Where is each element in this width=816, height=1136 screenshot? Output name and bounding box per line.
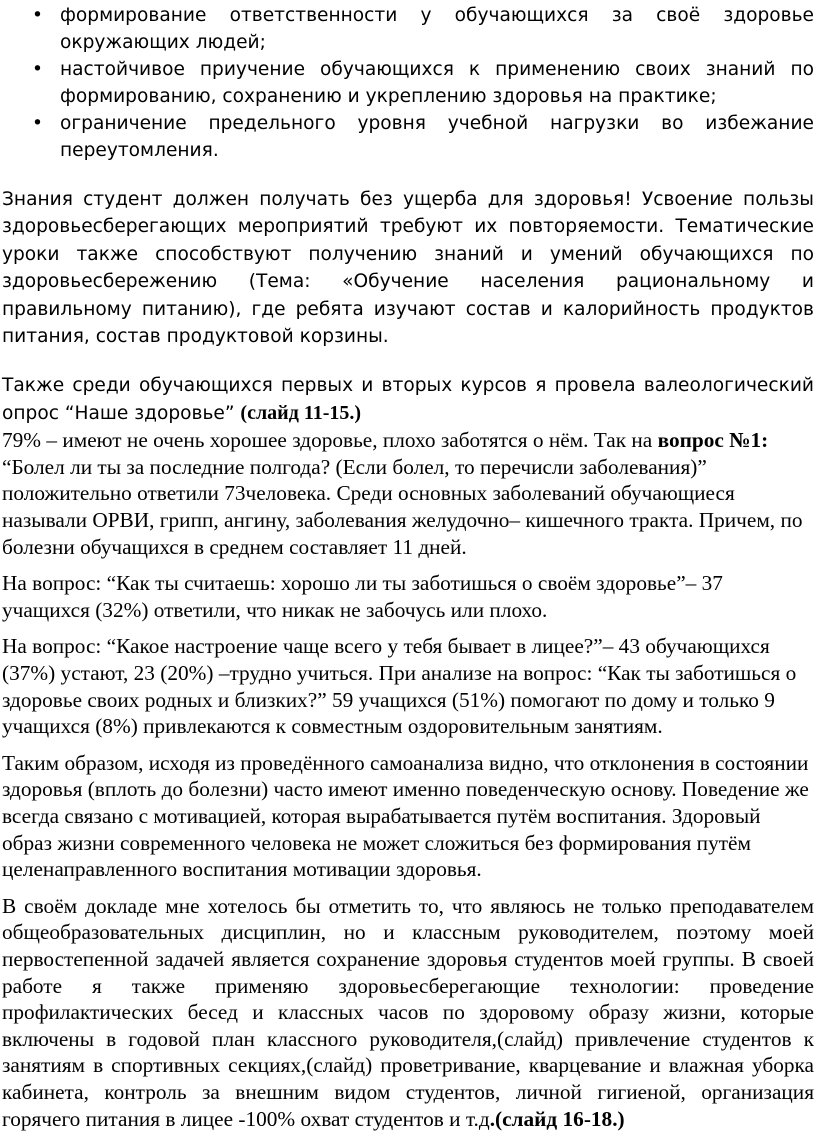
paragraph-question-2: На вопрос: “Как ты считаешь: хорошо ли ты заботишься о своём здоровье”– 37 учащихся (32%) ответили, что никак не забочусь или плохо. bbox=[2, 571, 723, 622]
spacer bbox=[2, 623, 814, 633]
paragraph-conclusion: Таким образом, исходя из проведённого самоанализа видно, что отклонения в состоянии здоровья (вплоть до болезни) часто имеют именно поведенческую основу. Поведение же всегда связано с мотивацией, которая вырабатывается путём воспитания. Здоровый образ жизни современного человека не может сложиться без формирования путём целенаправленного воспитания мотивации здоровья. bbox=[2, 750, 809, 882]
bullet-text: ограничение предельного уровня учебной нагрузки во избежание переутомления. bbox=[60, 113, 814, 161]
spacer bbox=[2, 350, 814, 372]
spacer bbox=[2, 560, 814, 570]
bullet-list bbox=[2, 2, 814, 164]
slide-reference-final: .(слайд 16-18.) bbox=[489, 1106, 625, 1131]
slide-reference: (слайд 11-15.) bbox=[240, 401, 362, 424]
spacer bbox=[2, 883, 814, 893]
paragraph-question-3: На вопрос: “Какое настроение чаще всего у тебя бывает в лицее?”– 43 обучающихся (37%) устают, 23 (20%) –трудно учиться. При анализе на вопрос: “Как ты заботишься о здоровье своих родных и близких?” 59 учащихся (51%) помогают по дому и только 9 учащихся (8%) привлекаются к совместным оздоровительным занятиям. bbox=[2, 634, 797, 739]
list-item bbox=[2, 110, 814, 164]
bullet-text: настойчивое приучение обучающихся к применению своих знаний по формированию, сохранению и укреплению здоровья на практике; bbox=[60, 59, 814, 107]
bullet-icon: • bbox=[32, 5, 43, 26]
question-label: вопрос №1: bbox=[657, 428, 769, 453]
list-item bbox=[2, 56, 814, 110]
bullet-icon: • bbox=[32, 113, 43, 134]
paragraph-knowledge: Знания студент должен получать без ущерба для здоровья! Усвоение пользы здоровьесберегающих мероприятий требуют их повторяемости. Тематические уроки также способствуют получению знаний и умений обучающихся по здоровьесбережению (Тема: «Обучение населения рациональному и правильному питанию), где ребята изучают состав и калорийность продуктов питания, состав продуктовой корзины. bbox=[2, 189, 814, 348]
spacer bbox=[2, 740, 814, 750]
paragraph-survey-results bbox=[2, 427, 814, 560]
survey-intro-text: Также среди обучающихся первых и вторых курсов я провела валеологический опрос “Наше здоровье” bbox=[2, 375, 814, 424]
list-item bbox=[2, 2, 814, 56]
report-text: В своём докладе мне хотелось бы отметить то, что являюсь не только преподавателем общеобразовательных дисциплин, но и классным руководителем, поэтому моей первостепенной задачей является сохранение здоровья студентов моей группы. В своей работе я также применяю здоровьесберегающие технологии: проведение профилактических бесед и классных часов по здоровому образу жизни, которые включены в годовой план классного руководителя,(слайд) привлечение студентов к занятиям в спортивных секциях,(слайд) проветривание, кварцевание и влажная уборка кабинета, контроль за внешним видом студентов, личной гигиеной, организация горячего питания в лицее -100% охват студентов и т.д bbox=[2, 893, 814, 1131]
bullet-icon: • bbox=[32, 59, 43, 80]
spacer bbox=[2, 164, 814, 186]
results-text-b: “Болел ли ты за последние полгода? (Если болел, то перечисли заболевания)” положительно ответили 73человека. Среди основных заболеваний обучающиеся называли ОРВИ, грипп, ангину, заболевания желудочно– кишечного тракта. Причем, по болезни обучащихся в среднем составляет 11 дней. bbox=[2, 454, 803, 559]
paragraph-survey-intro bbox=[2, 372, 814, 427]
bullet-text: формирование ответственности у обучающихся за своё здоровье окружающих людей; bbox=[60, 5, 814, 53]
paragraph-report bbox=[2, 893, 814, 1132]
results-text-a: 79% – имеют не очень хорошее здоровье, плохо заботятся о нём. Так на bbox=[2, 428, 658, 453]
